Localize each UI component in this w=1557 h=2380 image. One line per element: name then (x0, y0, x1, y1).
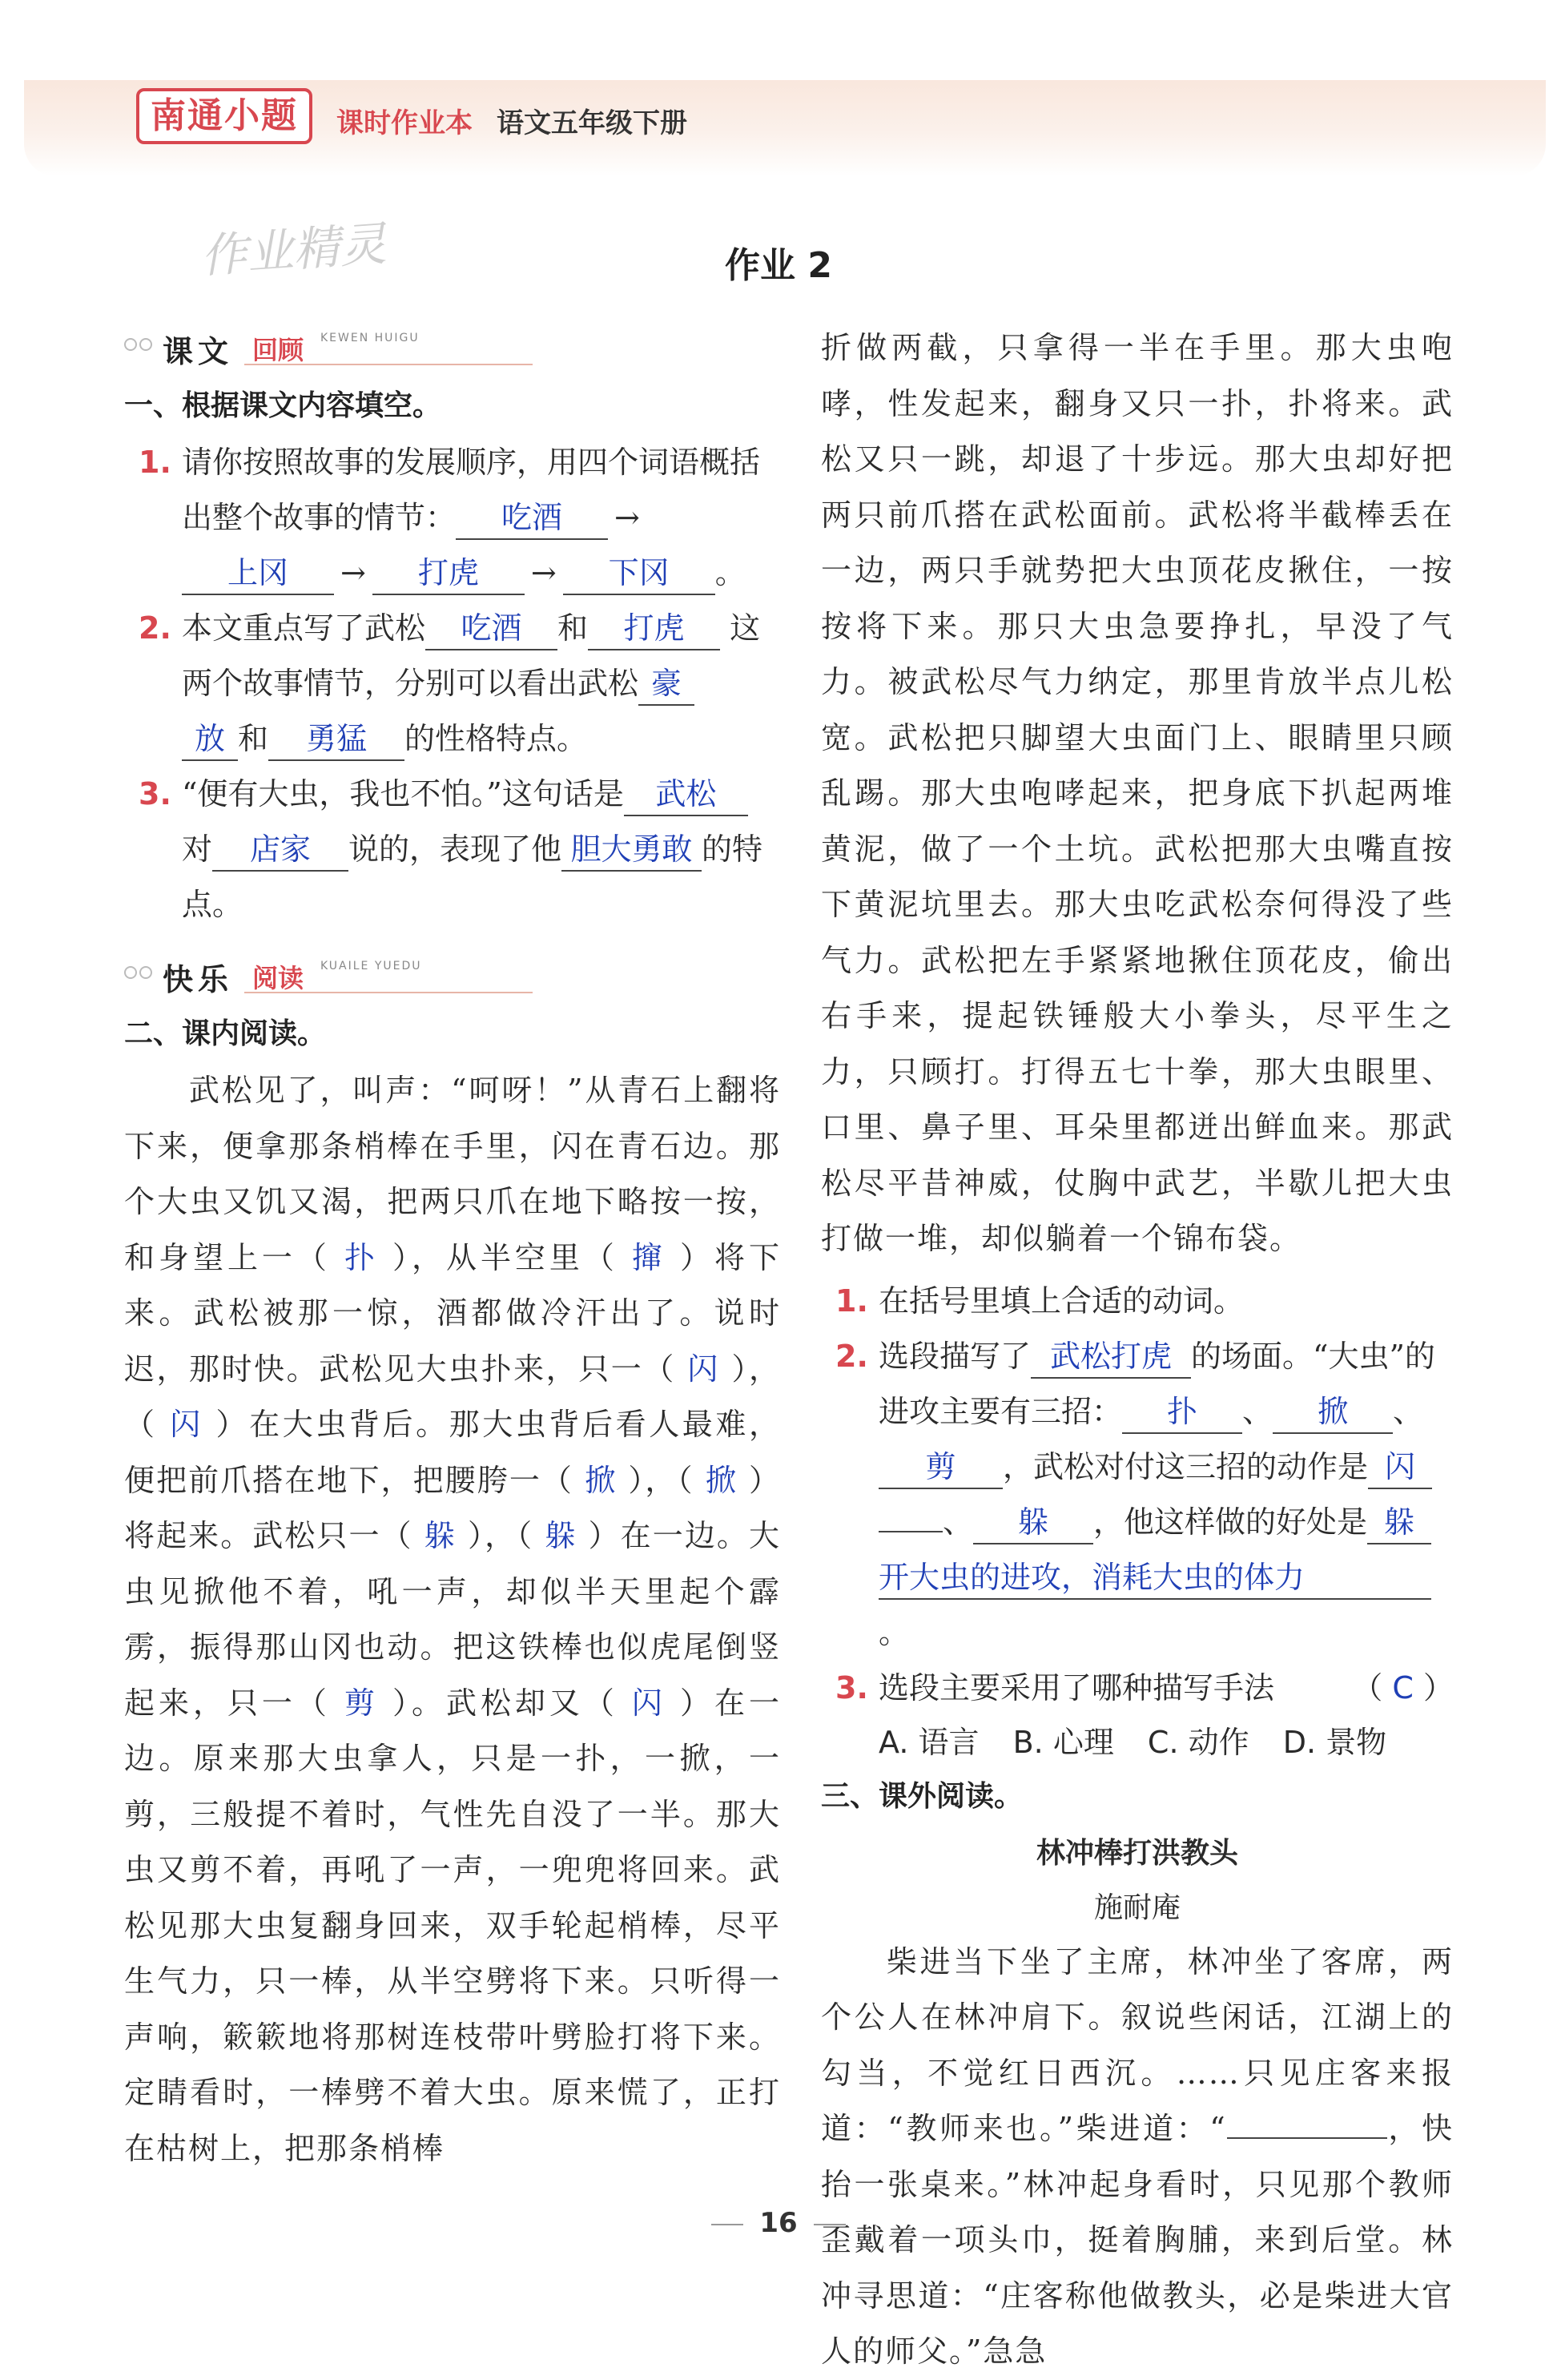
question-text: 和 (557, 610, 589, 646)
answer-blank[interactable]: 武松 (624, 773, 748, 816)
question-text: 在括号里填上合适的动词。 (879, 1283, 1245, 1319)
question-text: 的场面。“大虫”的进攻主要有三招： (879, 1338, 1435, 1429)
watermark-logo: 作业精灵 (199, 215, 388, 284)
question-text: 的特点。 (182, 832, 763, 922)
passage-answer[interactable]: 掀 (573, 1462, 629, 1498)
series-label: 课时作业本 (336, 107, 473, 139)
question-text: 选段主要采用了哪种描写手法 (879, 1669, 1275, 1705)
question-2-1 (821, 1274, 1454, 1329)
passage-answer[interactable]: 掀 (694, 1462, 749, 1498)
question-2-2 (821, 1329, 1454, 1661)
question-text: ，他这样做的好处是 (1093, 1504, 1368, 1540)
passage-text: 折做两截，只拿得一半在手里。那大虫咆哮，性发起来，翻身又只一扑，扑将来。武松又只一跳，却退了十步远。那大虫却好把两只前爪搭在武松面前。武松将半截棒丢在一边，两只手就势把大虫顶花皮揪住，一按按将下来。那只大虫急要挣扎，早没了气力。被武松尽气力纳定，那里肯放半点儿松宽。武松把只脚望大虫面门上、眼睛里只顾乱踢。那大虫咆哮起来，把身底下扒起两堆黄泥，做了一个土坑。武松把那大虫嘴直按下黄泥坑里去。那大虫吃武松奈何得没了些气力。武松把左手紧紧地揪住顶花皮，偷出右手来，提起铁锤般大小拳头，尽平生之力，只顾打。打得五七十拳，那大虫眼里、口里、鼻子里、耳朵里都迸出鲜血来。那武松尽平昔神威，仗胸中武艺，半歇儿把大虫打做一堆，却似躺着一个锦布袋。 (821, 330, 1454, 1256)
passage-answer[interactable]: 剪 (330, 1685, 392, 1721)
passage-answer[interactable]: 闪 (675, 1351, 732, 1387)
option-a: A. 语言 (879, 1724, 980, 1760)
badge-review-pinyin: KEWEN HUIGU (320, 332, 420, 344)
part2-heading: 二、课内阅读。 (124, 1017, 327, 1050)
answer-blank[interactable]: 躲 (1367, 1501, 1431, 1544)
page-number (0, 2207, 1557, 2239)
answer-blank[interactable]: 打虎 (372, 552, 525, 595)
arrow-icon: → (530, 555, 557, 590)
answer-blank[interactable]: 扑 (1122, 1391, 1242, 1434)
right-column (821, 320, 1454, 2380)
badge-reading-pinyin: KUAILE YUEDU (320, 960, 422, 973)
answer-blank[interactable]: 吃酒 (456, 497, 608, 540)
question-number: 2. (139, 610, 171, 646)
story-title: 林冲棒打洪教头 (1036, 1836, 1238, 1870)
option-b: B. 心理 (1012, 1724, 1114, 1760)
passage-left (124, 1063, 781, 2177)
passage-text: ）在一边。大虫见掀他不着，吼一声，却似半天里起个霹雳，振得那山冈也动。把这铁棒也似虎尾倒竖起来，只一（ (124, 1518, 781, 1721)
badge-underline (244, 992, 533, 993)
passage-answer[interactable]: 闪 (618, 1685, 680, 1721)
answer-blank[interactable]: 勇猛 (268, 718, 404, 761)
question-number: 2. (835, 1338, 868, 1374)
separator: 、 (1393, 1393, 1424, 1429)
answer-blank[interactable]: 开大虫的进攻，消耗大虫的体力 (879, 1556, 1431, 1600)
passage-text: ），（ (628, 1462, 694, 1498)
question-text: 这两个故事情节，分别可以看出武松 (182, 610, 761, 701)
story-author: 施耐庵 (1093, 1891, 1181, 1924)
paren-left: （ (1352, 1669, 1383, 1705)
part1-heading: 一、根据课文内容填空。 (124, 389, 442, 422)
badge-review-main: 课文 (163, 334, 234, 369)
passage-text: ）。武松却又（ (392, 1685, 618, 1721)
passage-text: ），（ (468, 1518, 534, 1553)
section-badge-reading (124, 948, 781, 997)
question-1-3 (124, 767, 781, 932)
question-text: 请你按照故事的发展顺序，用四个词语概括出整个故事的情节： (182, 445, 761, 535)
question-text: 说的，表现了他 (348, 832, 562, 867)
story-text: ，快抬一张桌来。”林冲起身看时，只见那个教师歪戴着一项头巾，挺着胸脯，来到后堂。林冲寻思道：“庄客称他做教头，必是柴进大官人的师父。”急急 (821, 2111, 1454, 2369)
answer-blank[interactable]: 打虎 (588, 607, 720, 650)
passage-text: ），（ (124, 1351, 781, 1442)
question-number: 1. (139, 445, 171, 480)
passage-text: ）在一边。原来那大虫拿人，只是一扑，一掀，一剪，三般提不着时，气性先自没了一半。那大虫又剪不着，再吼了一声，一兜兜将回来。武松见那大虫复翻身回来，双手轮起梢棒，尽平生气力，只一棒，从半空劈将下来。只听得一声响，簌簌地将那树连枝带叶劈脸打将下来。定睛看时，一棒劈不着大虫。原来慌了，正打在枯树上，把那条梢棒 (124, 1685, 781, 2166)
question-text: 选段描写了 (879, 1338, 1032, 1374)
passage-answer[interactable]: 撺 (618, 1239, 680, 1275)
paren-right: ） (1422, 1669, 1454, 1705)
page-number-text: 16 (759, 2207, 798, 2239)
story-paragraph (821, 1935, 1454, 2380)
page-header (0, 0, 1557, 184)
passage-text: ）将起来。武松只一（ (124, 1462, 781, 1553)
answer-blank[interactable]: 掀 (1273, 1391, 1393, 1434)
story-text: 柴进当下坐了主席，林冲坐了客席，两个公人在林冲肩下。叙说些闲话，江湖上的勾当，不觉红日西沉。……只见庄客来报道：“教师来也。”柴进道：“ (821, 1943, 1454, 2146)
passage-text: ），从半空里（ (392, 1239, 618, 1275)
question-1-2 (124, 601, 781, 767)
decor-dots (124, 338, 156, 351)
period: 。 (879, 1614, 910, 1650)
question-2-3 (821, 1661, 1454, 1716)
question-text: “便有大虫，我也不怕。”这句话是 (182, 776, 624, 811)
answer-blank[interactable] (879, 1531, 943, 1532)
choice-answer: C (1392, 1669, 1414, 1705)
answer-blank[interactable] (1227, 2137, 1387, 2139)
question-text: 的性格特点。 (404, 721, 588, 756)
section-badge-review (124, 320, 781, 368)
passage-text: 武松见了，叫声：“呵呀！”从青石上翻将下来，便拿那条梢棒在手里，闪在青石边。那个大虫又饥又渴，把两只爪在地下略按一按，和身望上一（ (124, 1073, 781, 1275)
badge-reading-main: 快乐 (163, 962, 234, 997)
passage-answer[interactable]: 扑 (330, 1239, 392, 1275)
question-number: 3. (835, 1669, 868, 1705)
question-text: ，武松对付这三招的动作是 (1003, 1448, 1369, 1484)
part3-heading: 三、课外阅读。 (821, 1779, 1024, 1813)
option-d: D. 景物 (1282, 1724, 1387, 1760)
separator: 、 (943, 1504, 974, 1540)
question-text: 对 (182, 832, 213, 867)
answer-blank[interactable]: 躲 (973, 1501, 1093, 1544)
answer-blank[interactable]: 剪 (879, 1446, 1003, 1489)
badge-underline (244, 364, 533, 365)
decor-dots (124, 966, 156, 979)
arrow-icon: → (340, 555, 366, 590)
left-column (124, 320, 781, 2177)
answer-blank[interactable]: 店家 (212, 828, 348, 872)
answer-blank[interactable]: 胆大勇敢 (561, 828, 702, 872)
passage-answer[interactable]: 躲 (533, 1518, 589, 1553)
answer-blank[interactable]: 武松打虎 (1031, 1335, 1191, 1379)
question-1-1 (124, 435, 781, 601)
passage-text: ）将下来。武松被那一惊，酒都做冷汗出了。说时迟，那时快。武松见大虫扑来，只一（ (124, 1239, 781, 1387)
passage-answer[interactable]: 躲 (412, 1518, 469, 1553)
answer-blank[interactable]: 放 (182, 718, 238, 761)
option-c: C. 动作 (1147, 1724, 1249, 1760)
badge-review-sub: 回顾 (252, 335, 304, 365)
passage-right (821, 320, 1454, 1267)
answer-blank[interactable]: 豪 (638, 662, 694, 706)
passage-answer[interactable]: 闪 (157, 1407, 216, 1442)
period: 。 (714, 555, 746, 590)
answer-blank[interactable]: 闪 (1368, 1446, 1432, 1489)
question-text: 本文重点写了武松 (182, 610, 426, 646)
choice-options (821, 1716, 1454, 1769)
question-number: 3. (139, 776, 171, 811)
answer-blank[interactable]: 吃酒 (425, 607, 557, 650)
question-number: 1. (835, 1283, 868, 1319)
passage-text: ）在大虫背后。那大虫背后看人最难，便把前爪搭在地下，把腰胯一（ (124, 1407, 781, 1498)
choice-answer-box[interactable] (1352, 1661, 1454, 1716)
question-text: 和 (238, 721, 269, 756)
badge-reading-sub: 阅读 (252, 963, 304, 993)
separator: 、 (1242, 1393, 1273, 1429)
grade-label: 语文五年级下册 (497, 107, 687, 139)
page-title: 作业 2 (725, 245, 832, 286)
answer-blank[interactable]: 下冈 (563, 552, 715, 595)
answer-blank[interactable]: 上冈 (182, 552, 334, 595)
arrow-icon: → (614, 500, 640, 535)
brand-logo: 南通小题 (136, 88, 312, 144)
